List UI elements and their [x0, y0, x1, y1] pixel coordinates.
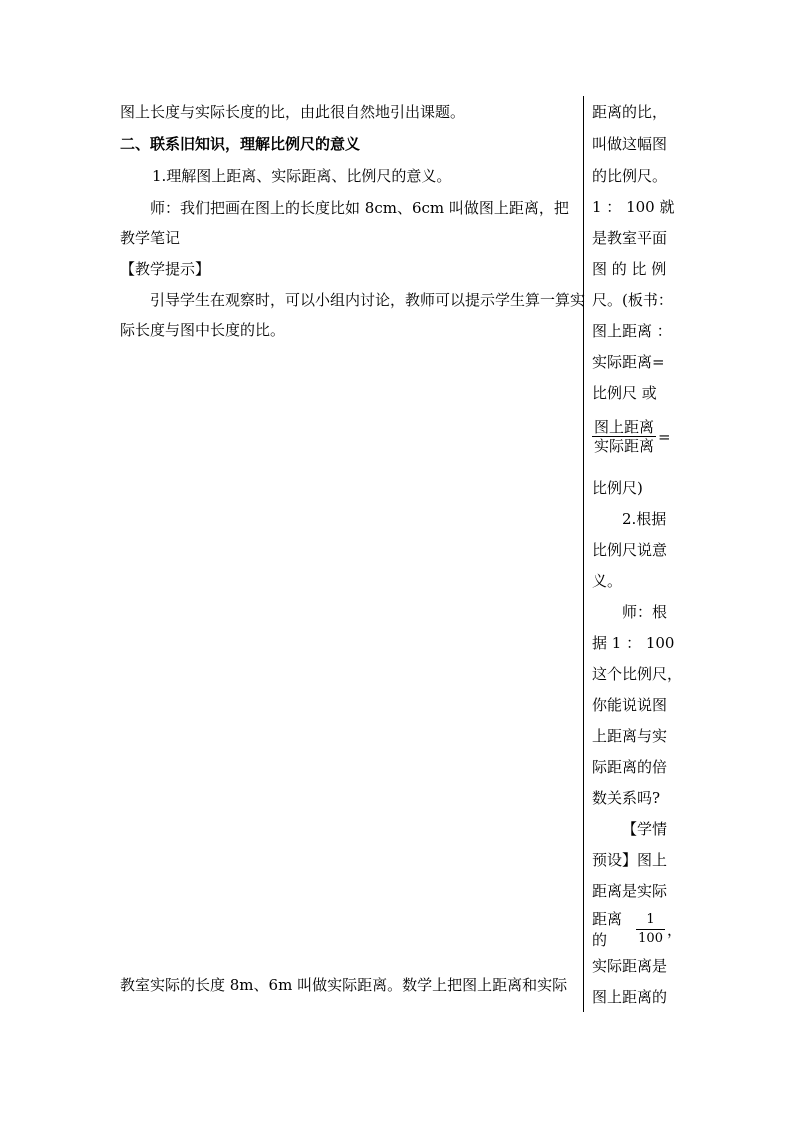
side-line: 2.根据	[622, 510, 667, 528]
side-line: 你能说说图	[592, 696, 668, 714]
side-line: 比例尺 或	[592, 384, 657, 402]
column-divider	[583, 96, 584, 1012]
side-line: 师：根	[622, 603, 668, 621]
paragraph-line: 教室实际的长度 8m、6m 叫做实际距离。数学上把图上距离和实际	[120, 976, 568, 994]
inline-fraction-line	[592, 908, 682, 950]
side-line: 距离是实际	[592, 882, 668, 900]
side-line: 距离的比，	[592, 103, 668, 121]
fraction-denominator: 100	[638, 930, 663, 946]
side-line: 【学情	[622, 820, 668, 838]
side-line: 据 1 ： 100	[592, 634, 675, 652]
fraction-numerator: 1	[646, 911, 655, 927]
side-line: 这个比例尺，	[592, 665, 683, 683]
formula-fraction	[592, 418, 671, 455]
side-line: 义。	[592, 572, 623, 590]
fraction-numerator: 图上距离	[594, 418, 655, 436]
side-line: 实际距离=	[592, 353, 665, 371]
equals-sign: =	[658, 427, 671, 446]
side-line: 上距离与实	[592, 727, 668, 745]
subsection-heading: 1.理解图上距离、实际距离、比例尺的意义。	[152, 167, 452, 185]
section-heading: 二、联系旧知识，理解比例尺的意义	[120, 135, 361, 153]
side-line: 际距离的倍	[592, 758, 668, 776]
side-line: 的比例尺。	[592, 167, 668, 185]
teaching-tip-text: 引导学生在观察时，可以小组内讨论，教师可以提示学生算一算实	[150, 291, 586, 309]
fraction-stack	[636, 911, 665, 948]
paragraph-line: 师：我们把画在图上的长度比如 8cm、6cm 叫做图上距离，把	[150, 199, 569, 217]
side-line: 叫做这幅图	[592, 135, 668, 153]
side-line: 图上距离 ：	[592, 322, 672, 340]
paragraph-line: 图上长度与实际长度的比，由此很自然地引出课题。	[120, 103, 466, 121]
side-line: 尺。(板书：	[592, 291, 673, 309]
teaching-tip-heading: 【教学提示】	[120, 260, 211, 278]
side-line-prefix: 距离的	[592, 910, 623, 949]
side-line: 比例尺说意	[592, 541, 668, 559]
side-line: 预设】图上	[592, 851, 668, 869]
side-line: 比例尺)	[592, 479, 643, 497]
side-line: 是教室平面	[592, 229, 668, 247]
notes-label: 教学笔记	[120, 229, 181, 247]
comma: ，	[666, 920, 682, 939]
teaching-tip-text: 际长度与图中长度的比。	[120, 321, 286, 339]
fraction-stack	[592, 418, 656, 455]
side-line: 数关系吗?	[592, 789, 661, 807]
side-line: 1 ： 100 就	[592, 198, 675, 216]
side-line: 图 的 比 例	[592, 260, 667, 278]
fraction-denominator: 实际距离	[594, 437, 655, 455]
side-line: 实际距离是	[592, 957, 668, 975]
side-line: 图上距离的	[592, 988, 668, 1006]
